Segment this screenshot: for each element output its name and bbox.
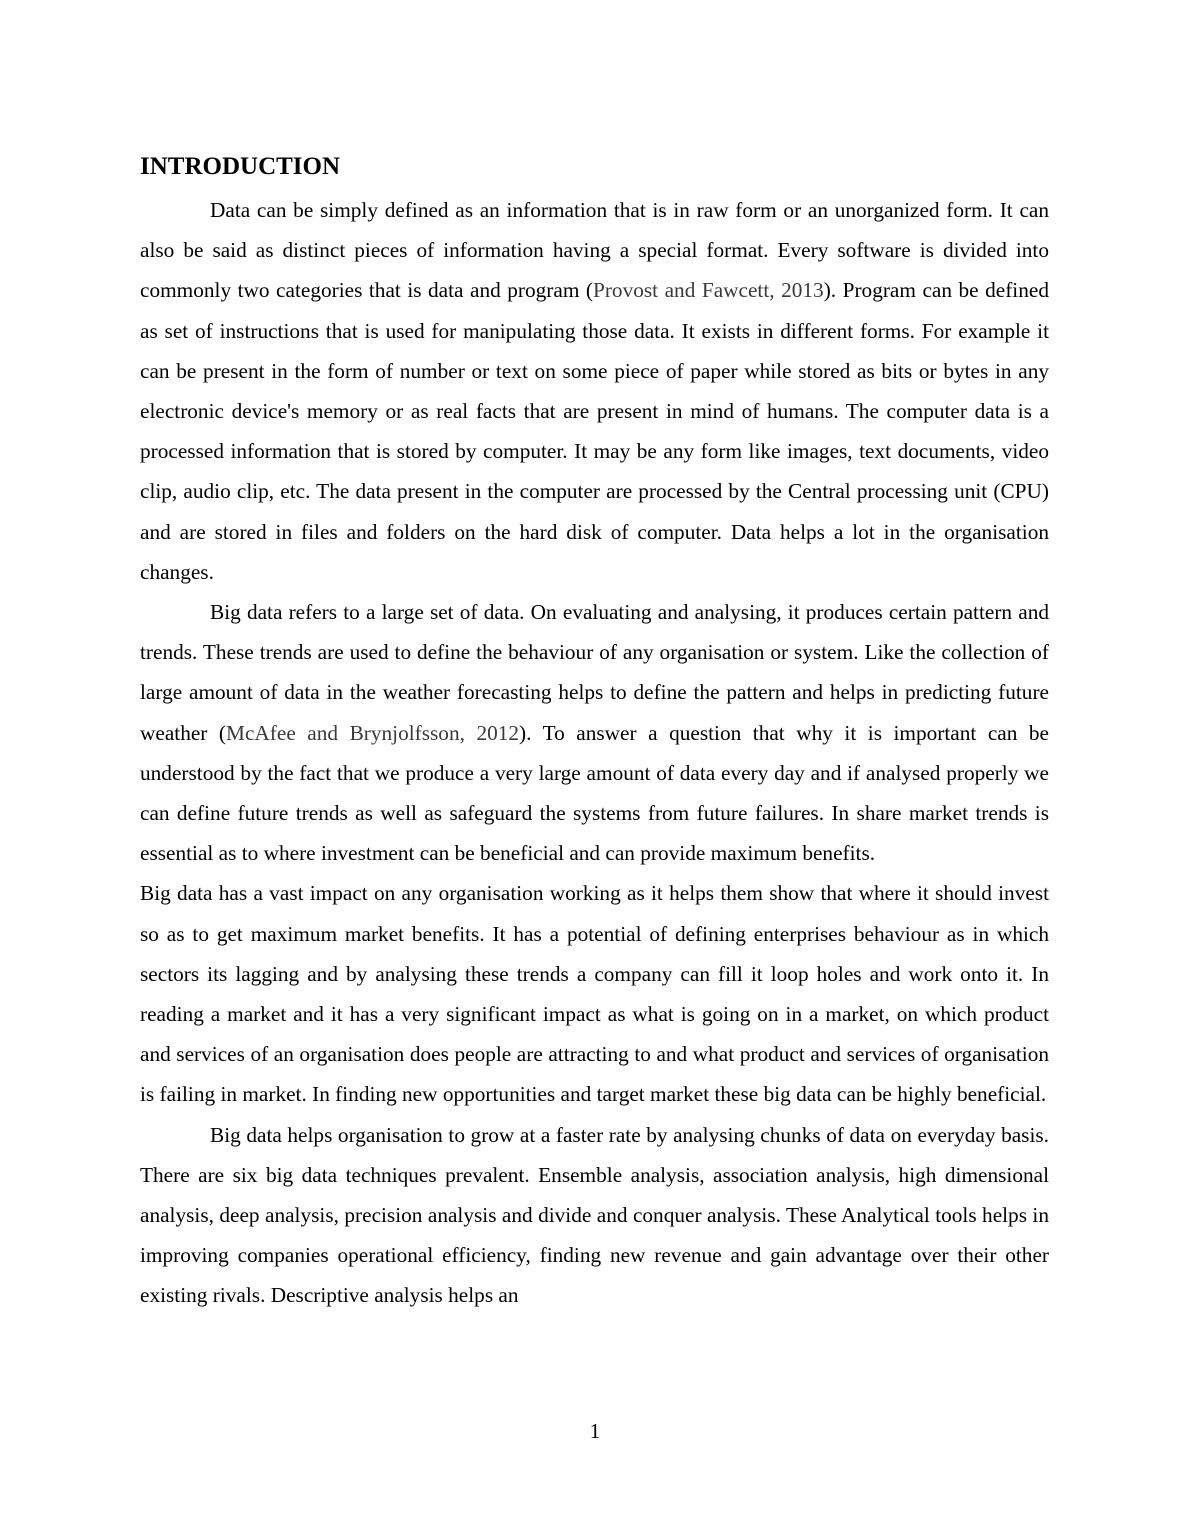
paragraph-big-data-techniques: Big data helps organisation to grow at a faster rate by analysing chunks of data on everyday basis. There are six big data techniques prevalent. Ensemble analysis, association analysis, high dimensional analysis, deep analysis, precision analysis and divide and conquer analysis. These Analytical tools helps in improving companies operational efficiency, finding new revenue and gain advantage over their other existing rivals. Descriptive analysis helps an — [140, 1122, 1049, 1308]
paragraph-text: ). To answer a question that why it is important can be understood by the fact that we produce a very large amount of data every day and if analysed properly we can define future trends as well as safeguard the systems from future failures. In share market trends is essential as to where investment can be beneficial and can provide maximum benefits. — [140, 720, 1049, 866]
paragraph-big-data-definition — [140, 592, 1049, 873]
document-body — [140, 150, 1049, 1316]
paragraph-data-definition — [140, 190, 1049, 592]
paragraph-text: Big data refers to a large set of data. On evaluating and analysing, it produces certain pattern and trends. These trends are used to define the behaviour of any organisation or system. Like the collection of large amount of data in the weather forecasting helps to define the pattern and helps in predicting future weather ( — [140, 600, 1049, 745]
paragraph-text: ). Program can be defined as set of instructions that is used for manipulating those data. It exists in different forms. For example it can be present in the form of number or text on some piece of paper while stored as bits or bytes in any electronic device's memory or as real facts that are present in mind of humans. The computer data is a processed information that is stored by computer. It may be any form like images, text documents, video clip, audio clip, etc. The data present in the computer are processed by the Central processing unit (CPU) and are stored in files and folders on the hard disk of computer. Data helps a lot in the organisation changes. — [140, 278, 1049, 584]
citation: McAfee and Brynjolfsson, 2012 — [226, 720, 520, 745]
page-number: 1 — [589, 1419, 601, 1443]
paragraph-big-data-impact: Big data has a vast impact on any organisation working as it helps them show that where it should invest so as to get maximum market benefits. It has a potential of defining enterprises behaviour as in which sectors its lagging and by analysing these trends a company can fill it loop holes and work onto it. In reading a market and it has a very significant impact as what is going on in a market, on which product and services of an organisation does people are attracting to and what product and services of organisation is failing in market. In finding new opportunities and target market these big data can be highly beneficial. — [140, 881, 1049, 1107]
citation: Provost and Fawcett, 2013 — [593, 278, 824, 303]
section-heading: INTRODUCTION — [140, 153, 341, 180]
paragraph-text: Data can be simply defined as an information that is in raw form or an unorganized form. It can also be said as distinct pieces of information having a special format. Every software is divided into commonly two categories that is data and program ( — [140, 198, 1049, 303]
